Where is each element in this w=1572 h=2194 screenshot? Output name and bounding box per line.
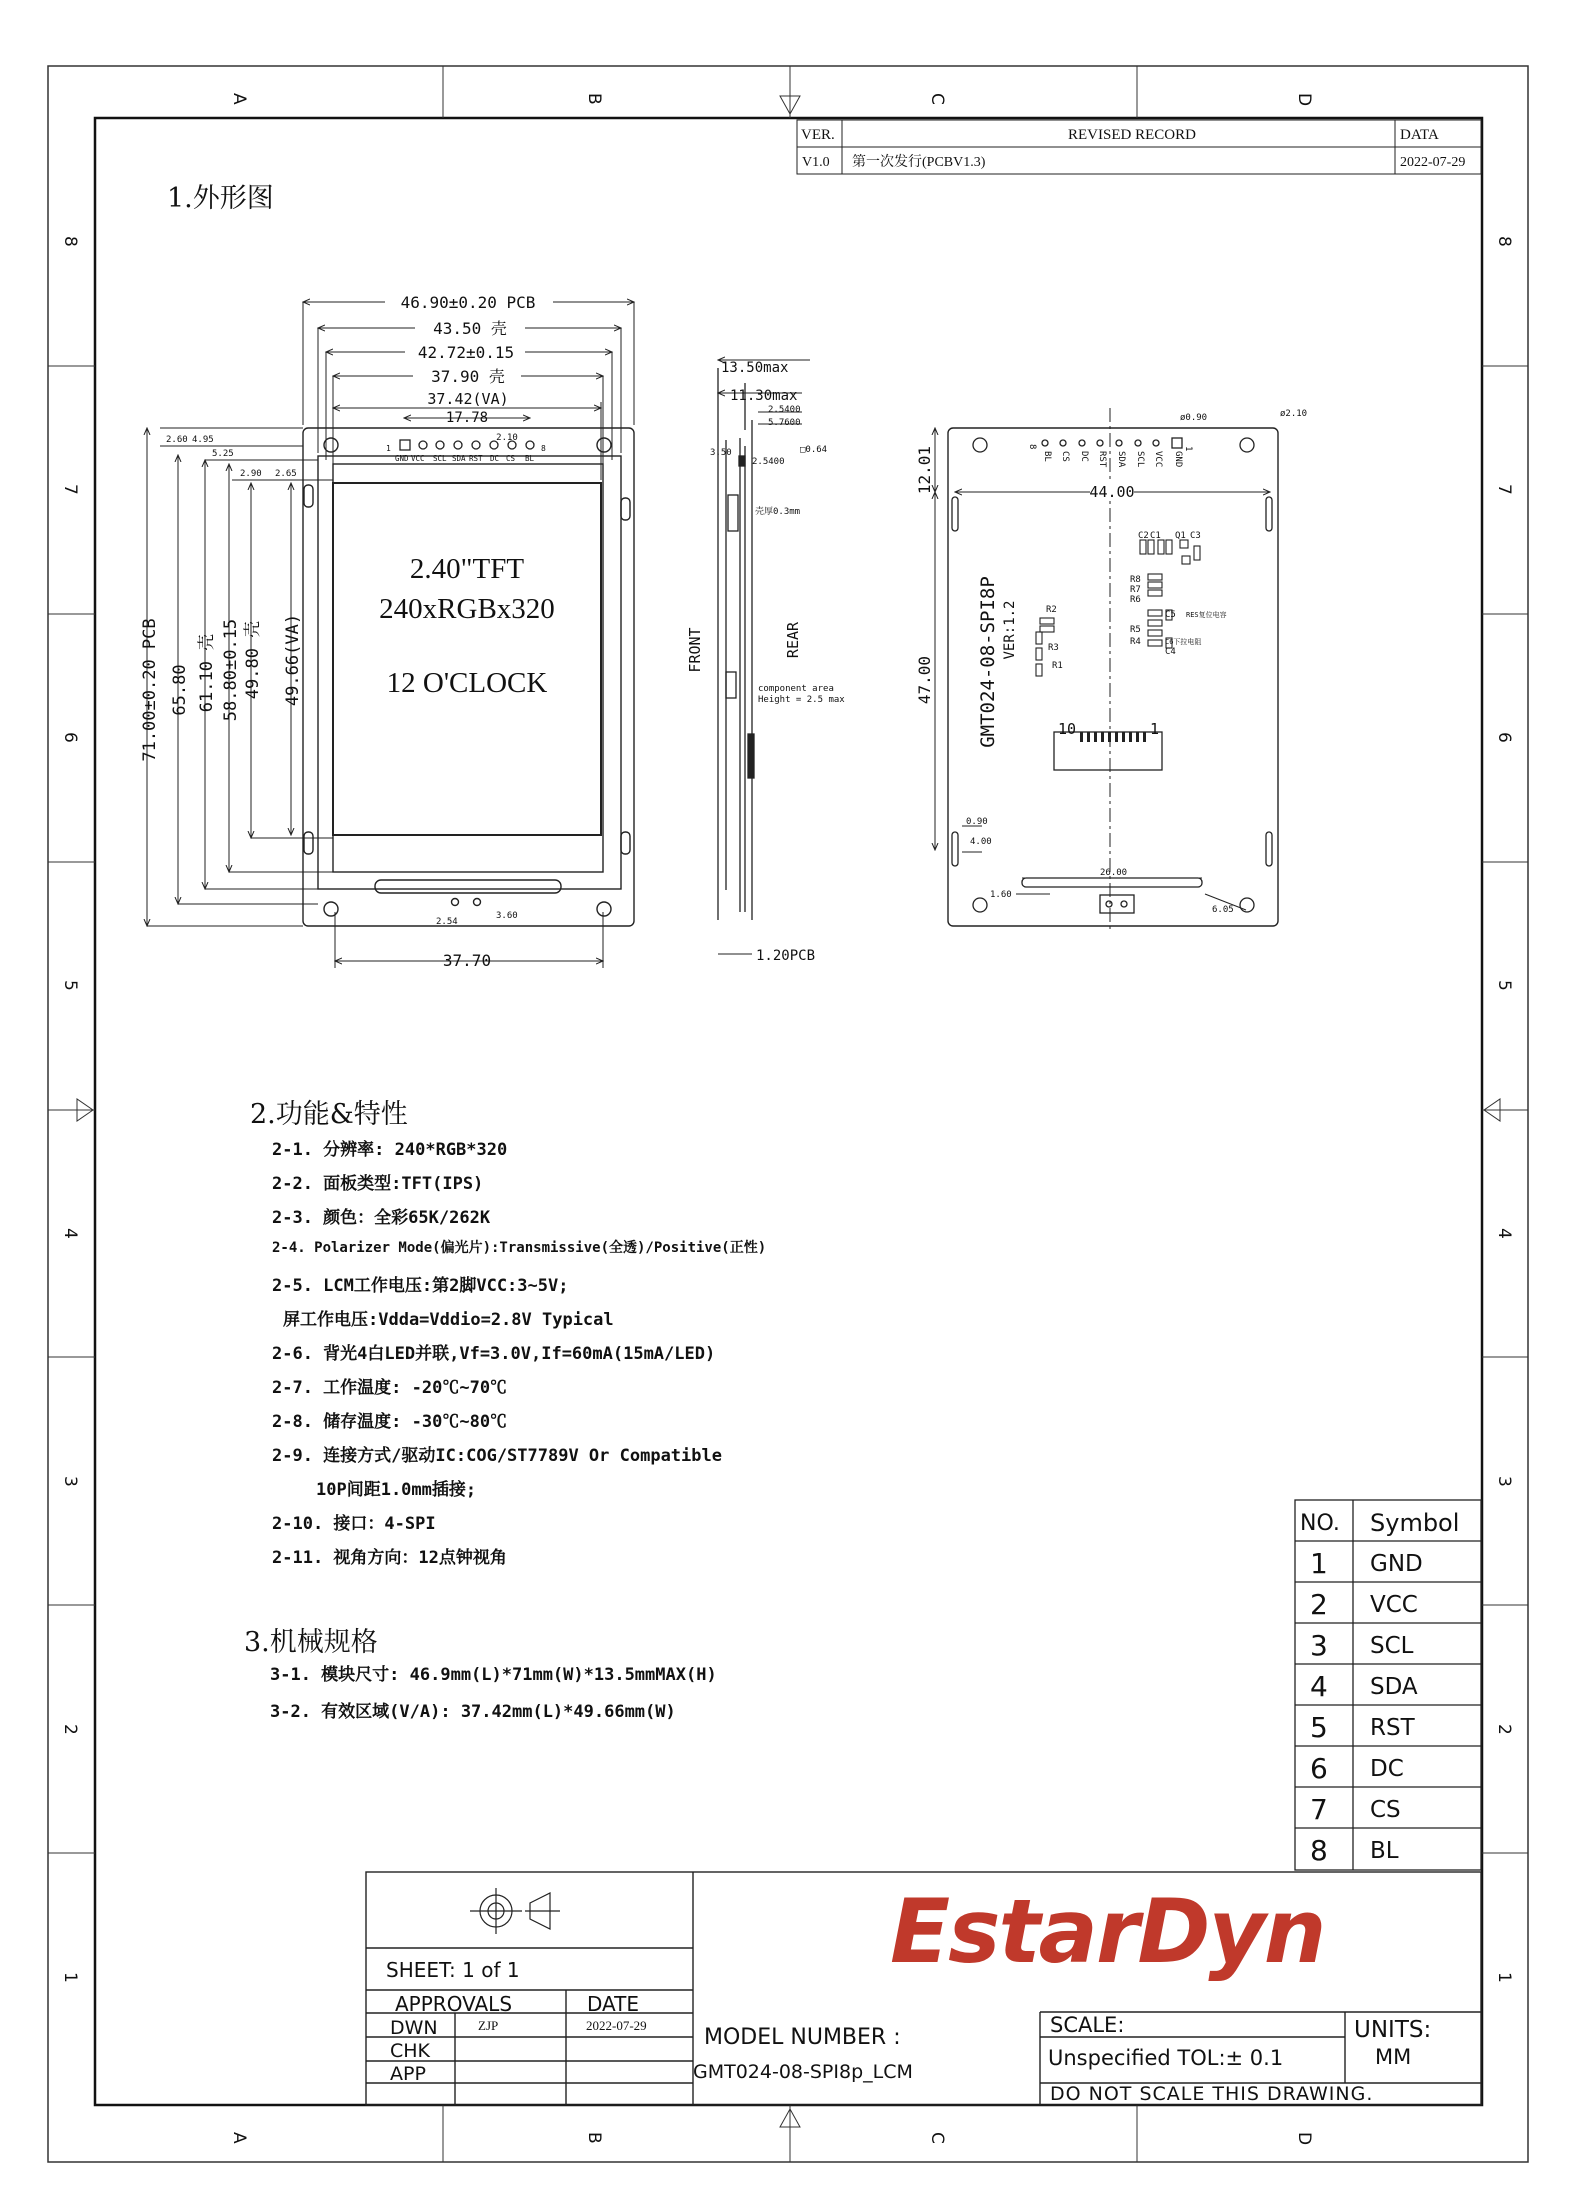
front-pin-first: 1: [386, 444, 391, 453]
spec-item: 2-5. LCM工作电压:第2脚VCC:3~5V;: [272, 1276, 569, 1296]
dim-side-small: 3.50: [710, 448, 732, 458]
component-label: R3: [1048, 643, 1059, 653]
dim-side-small: 2.5400: [752, 457, 785, 467]
grid-row-label: 3: [60, 1476, 80, 1487]
rear-pin-label: SCL: [1135, 451, 1145, 468]
dim-small: 2.54: [436, 917, 458, 927]
symbol-no: 3: [1310, 1629, 1328, 1662]
rear-pin-label: SDA: [1116, 451, 1126, 468]
rear-fpc-pins: [1080, 732, 1146, 742]
screen-size-label: 2.40"TFT: [409, 553, 525, 585]
symbol-name: DC: [1370, 1756, 1404, 1782]
do-not-scale-note: DO NOT SCALE THIS DRAWING.: [1050, 2083, 1374, 2105]
scale-label: SCALE:: [1050, 2013, 1125, 2037]
grid-row-label: 1: [1494, 1972, 1514, 1983]
front-pin-last: 8: [541, 444, 546, 453]
grid-row-label: 5: [1494, 980, 1514, 991]
board-name-label: GMT024-08-SPI8P: [977, 576, 999, 748]
component-label: C6下拉电阻: [1165, 638, 1202, 646]
grid-col-label: C: [927, 93, 947, 105]
dim-rear-small: ø2.10: [1280, 409, 1308, 419]
grid-row-label: 2: [1494, 1724, 1514, 1735]
dim-glass-width: 42.72±0.15: [417, 343, 515, 362]
rear-pin-label: VCC: [1153, 451, 1163, 468]
fpc-pin-10: 10: [1058, 720, 1077, 738]
spec-item: 3-2. 有效区域(V/A): 37.42mm(L)*49.66mm(W): [270, 1702, 676, 1722]
dim-small: 2.65: [275, 469, 297, 479]
revision-header-ver: VER.: [801, 127, 835, 143]
component-note-line1: component area: [758, 684, 834, 694]
front-pin-label: BL: [525, 454, 535, 463]
grid-row-label: 6: [60, 732, 80, 743]
dim-small: 2.60: [166, 435, 188, 445]
model-number-label: MODEL NUMBER :: [704, 2025, 901, 2050]
spec-item: 2-4. Polarizer Mode(偏光片):Transmissive(全透)/Positive(正性): [272, 1240, 767, 1256]
grid-row-label: 8: [60, 236, 80, 247]
spec-item: 2-2. 面板类型:TFT(IPS): [272, 1174, 484, 1194]
symbol-name: SCL: [1370, 1633, 1414, 1659]
dim-small: 4.95: [192, 435, 214, 445]
side-view: [686, 360, 845, 964]
dim-glass-height: 65.80: [170, 664, 190, 716]
front-pin-labels: [395, 454, 535, 463]
spec-item: 2-9. 连接方式/驱动IC:COG/ST7789V Or Compatible: [272, 1446, 722, 1466]
dim-rear-header-offset: 12.01: [915, 445, 934, 495]
section2-title: 2.功能&特性: [250, 1099, 408, 1130]
symbol-no: 5: [1310, 1711, 1328, 1744]
grid-row-label: 4: [1494, 1228, 1514, 1239]
screen-orientation-label: 12 O'CLOCK: [386, 667, 548, 699]
component-label: R5: [1130, 625, 1141, 635]
section3-title: 3.机械规格: [244, 1627, 378, 1658]
chk-label: CHK: [390, 2040, 431, 2062]
symbol-no: 7: [1310, 1793, 1328, 1826]
spec-item: 2-1. 分辨率: 240*RGB*320: [272, 1140, 508, 1160]
grid-col-label: D: [1294, 93, 1314, 107]
dim-rear-header-width: 44.00: [1089, 483, 1135, 501]
revision-table: [797, 120, 1481, 174]
dim-housing-width: 43.50 壳: [433, 319, 507, 338]
front-pin-label: DC: [490, 454, 500, 463]
dwn-label: DWN: [390, 2017, 438, 2039]
rear-holes: [952, 438, 1272, 913]
component-label: R7: [1130, 585, 1141, 595]
front-view: [140, 292, 634, 970]
spec-item: 2-3. 颜色：全彩65K/262K: [272, 1208, 491, 1228]
symbol-name: CS: [1370, 1797, 1401, 1823]
symbol-no: 1: [1310, 1547, 1328, 1580]
dim-side-small: □0.64: [800, 445, 828, 455]
grid-col-label: C: [927, 2132, 947, 2144]
grid-row-label: 8: [1494, 236, 1514, 247]
dim-rear-small: 4.00: [970, 837, 992, 847]
side-rear-label: REAR: [784, 621, 802, 659]
tolerance-label: Unspecified TOL:± 0.1: [1048, 2046, 1284, 2070]
grid-row-label: 4: [60, 1228, 80, 1239]
revision-row-record: 第一次发行(PCBV1.3): [852, 155, 986, 170]
symbol-no: 8: [1310, 1834, 1328, 1867]
component-note-line2: Height = 2.5 max: [758, 695, 845, 705]
sheet-label: SHEET: 1 of 1: [386, 1958, 520, 1982]
grid-col-label: B: [584, 2132, 604, 2144]
title-block: [366, 1872, 1481, 2105]
grid-col-label: A: [229, 2132, 249, 2144]
component-label: C4: [1165, 647, 1176, 657]
units-label: UNITS:: [1354, 2017, 1432, 2043]
dwn-name: ZJP: [478, 2018, 499, 2033]
dim-va-width: 37.42(VA): [427, 390, 509, 408]
grid-row-label: 7: [1494, 484, 1514, 495]
dim-rear-small: 1.60: [990, 890, 1012, 900]
date-label: DATE: [587, 1992, 640, 2016]
component-label: R6: [1130, 595, 1141, 605]
front-pin-label: CS: [506, 454, 516, 463]
symbol-header-symbol: Symbol: [1370, 1509, 1460, 1537]
front-pin-label: RST: [469, 454, 483, 463]
side-front-label: FRONT: [686, 627, 704, 673]
board-version-label: VER:1.2: [1002, 600, 1018, 660]
dim-inner-housing-height: 49.80 壳: [243, 620, 263, 700]
symbol-no: 6: [1310, 1752, 1328, 1785]
component-label: R8: [1130, 575, 1141, 585]
dim-small: 3.60: [496, 911, 518, 921]
component-label: C2: [1138, 531, 1149, 541]
dim-rear-small: 26.00: [1100, 868, 1128, 878]
model-number: GMT024-08-SPI8p_LCM: [693, 2061, 913, 2083]
grid-col-label: B: [584, 93, 604, 105]
revision-header-data: DATA: [1400, 127, 1439, 143]
dim-rear-small: ø0.90: [1180, 413, 1208, 423]
rear-view: [915, 408, 1307, 930]
dim-pcb-height: 71.00±0.20 PCB: [140, 618, 160, 762]
grid-row-label: 7: [60, 484, 80, 495]
component-label: C1: [1150, 531, 1161, 541]
dim-inner-housing-width: 37.90 壳: [431, 367, 505, 386]
dim-small: 2.90: [240, 469, 262, 479]
dim-rear-small: 6.05: [1212, 905, 1234, 915]
grid-row-label: 6: [1494, 732, 1514, 743]
dwn-date: 2022-07-29: [586, 2018, 647, 2033]
spec-item: 屏工作电压:Vdda=Vddio=2.8V Typical: [283, 1310, 614, 1330]
component-label: C5: [1165, 610, 1176, 620]
symbol-name: GND: [1370, 1551, 1423, 1577]
component-label: Q1: [1175, 531, 1186, 541]
symbol-name: SDA: [1370, 1674, 1418, 1700]
spec-item: 2-10. 接口：4-SPI: [272, 1514, 436, 1534]
front-pin-label: GND: [395, 454, 409, 463]
revision-row-data: 2022-07-29: [1400, 155, 1466, 170]
symbol-no: 4: [1310, 1670, 1328, 1703]
component-label: C3: [1190, 531, 1201, 541]
dim-side-small: 5.7600: [768, 418, 801, 428]
dim-side-small: 2.5400: [768, 405, 801, 415]
front-pin-label: VCC: [411, 454, 425, 463]
spec-item: 2-11. 视角方向：12点钟视角: [272, 1548, 507, 1568]
rear-pin-label: BL: [1042, 451, 1052, 462]
front-active-area: [333, 483, 601, 835]
dim-pin-pitch: 2.10: [496, 433, 518, 443]
dim-side-max-height: 13.50max: [721, 360, 789, 376]
dim-shell-thickness: 壳厚0.3mm: [755, 507, 801, 517]
grid-row-label: 1: [60, 1972, 80, 1983]
spec-item: 10P间距1.0mm插接;: [316, 1480, 477, 1500]
projection-symbol-icon: [470, 1888, 560, 1934]
component-label: RES复位电容: [1186, 611, 1227, 619]
front-fpc-slot: [375, 880, 561, 893]
spec-item: 2-8. 储存温度: -30℃~80℃: [272, 1412, 508, 1432]
fpc-pin-1: 1: [1150, 720, 1160, 738]
dim-pcb-width: 46.90±0.20 PCB: [400, 293, 536, 312]
symbol-header-no: NO.: [1300, 1511, 1340, 1536]
spec-item: 3-1. 模块尺寸: 46.9mm(L)*71mm(W)*13.5mmMAX(H): [270, 1665, 717, 1685]
rear-pin-label: RST: [1097, 451, 1107, 468]
grid-row-label: 2: [60, 1724, 80, 1735]
grid-row-label: 5: [60, 980, 80, 991]
grid-col-label: D: [1294, 2132, 1314, 2146]
rear-pin-right: 1: [1183, 446, 1193, 452]
spec-item: 2-7. 工作温度: -20℃~70℃: [272, 1378, 508, 1398]
dim-va-height: 49.66(VA): [283, 613, 303, 707]
dim-housing-height: 61.10 壳: [197, 633, 217, 713]
dim-pcb-thickness: 1.20PCB: [756, 948, 816, 964]
screen-resolution-label: 240xRGBx320: [379, 593, 555, 625]
component-label: R4: [1130, 637, 1141, 647]
dim-panel-height: 58.80±0.15: [221, 618, 241, 722]
symbol-name: VCC: [1370, 1592, 1418, 1618]
rear-pin-label: CS: [1060, 451, 1070, 462]
rear-pin-label: GND: [1173, 451, 1183, 468]
spec-item: 2-6. 背光4白LED并联,Vf=3.0V,If=60mA(15mA/LED): [272, 1344, 716, 1364]
dim-rear-small: 0.90: [966, 817, 988, 827]
estardyn-logo: EstarDyn: [890, 1880, 1325, 1983]
grid-col-label: A: [229, 93, 249, 105]
approvals-label: APPROVALS: [395, 1992, 513, 2016]
revision-header-record: REVISED RECORD: [1068, 127, 1196, 143]
dim-bottom-hole-span: 37.70: [442, 951, 492, 970]
front-pin-label: SCL: [433, 454, 447, 463]
symbol-name: RST: [1370, 1715, 1415, 1741]
dim-small: 5.25: [212, 449, 234, 459]
app-label: APP: [390, 2063, 426, 2085]
component-label: R1: [1052, 661, 1063, 671]
units-value: MM: [1375, 2045, 1412, 2069]
dim-pin-span: 17.78: [445, 410, 489, 426]
symbol-no: 2: [1310, 1588, 1328, 1621]
rear-pin-left: 8: [1027, 444, 1037, 450]
revision-row-ver: V1.0: [802, 155, 830, 170]
dim-side-body-height: 11.30max: [730, 388, 798, 404]
front-pin-label: SDA: [452, 454, 466, 463]
symbol-table: [1295, 1500, 1481, 1870]
component-label: R2: [1046, 605, 1057, 615]
section1-title: 1.外形图: [167, 183, 274, 214]
grid-row-label: 3: [1494, 1476, 1514, 1487]
dim-rear-height: 47.00: [915, 655, 934, 705]
rear-pin-label: DC: [1079, 451, 1089, 462]
symbol-name: BL: [1370, 1838, 1399, 1864]
